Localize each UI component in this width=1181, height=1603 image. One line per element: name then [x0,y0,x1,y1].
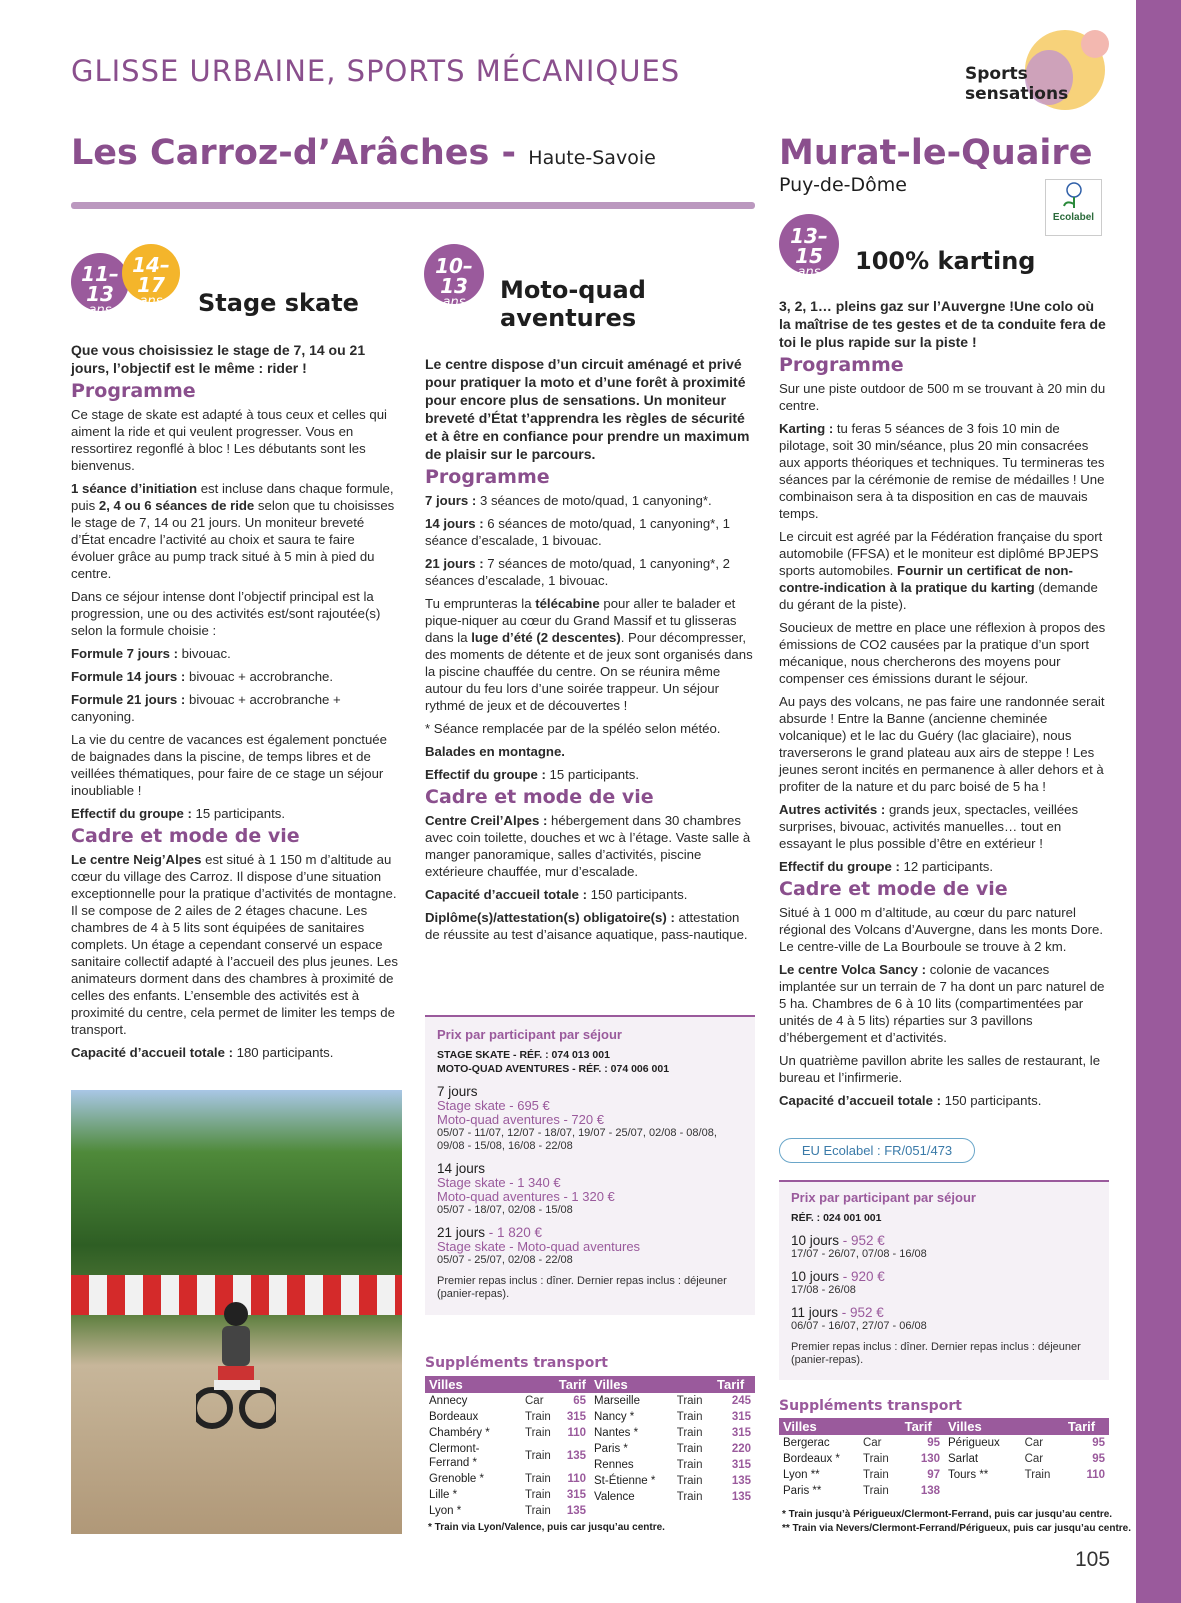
karting-c1: Situé à 1 000 m d’altitude, au cœur du parc naturel régional des Volcans d’Auvergne, dans les monts Dore. Le centre-ville de La Bourboule se trouve à 2 km. [779,905,1104,954]
destination-title-murat: Murat-le-Quaire [779,133,1093,173]
transport-row [425,1393,590,1409]
eu-ecolabel-badge: EU Ecolabel : FR/051/473 [779,1138,975,1163]
karting-c2: Le centre Volca Sancy : colonie de vacances implantée sur un terrain de 7 ha dont un parc naturel de 5 ha. Chambres de 6 à 10 lits (compartimentées par unités de 4 à 5 lits) réparties sur 3 pavillons d’hébergement et d’activités. [779,962,1105,1045]
destination-region-murat: Puy-de-Dôme [779,174,907,196]
karting-p6: Autres activités : grands jeux, spectacles, veillées surprises, bivouac, activités manuelles… tout en essayant le plus possible d’être en extérieur ! [779,802,1079,851]
transport-row [425,1471,590,1487]
rider-illustration [196,1300,276,1430]
badge-circle-pink [1081,30,1109,58]
transport-row [779,1435,944,1451]
transport-city: Paris * [594,1443,628,1455]
price-title: Prix par participant par séjour [437,1027,622,1042]
karting-p1: Sur une piste outdoor de 500 m se trouvant à 20 min du centre. [779,381,1106,413]
th-villes: Villes [779,1418,859,1435]
transport-price: 110 [567,1427,586,1439]
age-badge-11-13: 11–13 ans [71,253,129,311]
transport-mode: Train [862,1469,889,1481]
transport-price: 95 [1092,1453,1105,1465]
karting-cadre-heading: Cadre et mode de vie [779,878,1008,900]
transport-city: Bordeaux * [783,1453,840,1465]
transport-mode: Car [1024,1453,1044,1465]
moto-capacite: Capacité d’accueil totale : 150 participants. [425,887,688,902]
karting-p4: Soucieux de mettre en place une réflexion à propos des émissions de CO2 causées par la pratique d’un sport mécanique, nous chercherons des moyens pour compenser ces émissions durant le séjour. [779,620,1106,686]
flower-icon [1054,180,1094,210]
price-duration: 11 jours - 952 € [791,1305,884,1320]
transport-city: St-Étienne * [594,1475,656,1487]
transport-row [590,1457,755,1473]
dates-7: 05/07 - 11/07, 12/07 - 18/07, 19/07 - 25/07, 02/08 - 08/08, 09/08 - 15/08, 16/08 - 22/08 [437,1127,717,1152]
karting-p5: Au pays des volcans, ne pas faire une randonnée serait absurde ! Entre la Banne (ancienne cheminée volcanique) et le lac du Guéry (lac glaciaire), nous traverserons le grand plateau aux airs de steppe ! Les jeunes seront incités en permanence à aller dehors et à profiter de la nature et du parc boisé de 5 ha ! [779,694,1105,794]
dates-21: 05/07 - 25/07, 02/08 - 22/08 [437,1254,573,1266]
price-box-murat [779,1180,1109,1380]
skate-effectif: Effectif du groupe : 15 participants. [71,806,285,821]
transport-title-left: Suppléments transport [425,1355,608,1371]
price-duration: 10 jours - 952 € [791,1233,885,1248]
karting-p3: Le circuit est agréé par la Fédération française du sport automobile (FFSA) et le moniteur est diplômé BPJEPS sports automobiles. Fournir un certificat de non-contre-indication à la pratique du karting (demande du gérant de la piste). [779,529,1103,612]
transport-city: Marseille [594,1395,641,1407]
skate-cadre-text: Le centre Neig’Alpes est situé à 1 150 m d’altitude au cœur du village des Carroz. Il dispose d’une situation exceptionnelle pour la pratique d’activités de montagne. Il se compose de 2 ailes de 2 étages chacune. Les chambres de 4 à 5 lits sont équipées de sanitaires complets. Un étage a cependant conservé un espace sanitaire collectif adapté à l’accueil des plus jeunes. Les animateurs dorment dans des chambres à proximité de celles des enfants. L’ensemble des activités est à proximité du centre, cela permet de limiter les temps de transport. [71,852,398,1037]
transport-price: 315 [731,1427,751,1439]
skate-capacite: Capacité d’accueil totale : 180 participants. [71,1045,334,1060]
transport-price: 245 [731,1395,751,1407]
price-skate-14: Stage skate - 1 340 € [437,1175,561,1190]
price-ref-skate: STAGE SKATE - RÉF. : 074 013 001 [437,1049,610,1061]
karting-intro: 3, 2, 1… pleins gaz sur l’Auvergne !Une colo où la maîtrise de tes gestes et de ta conduite fera de toi le plus rapide sur la piste ! [779,298,1106,350]
skate-formule-7: Formule 7 jours : bivouac. [71,646,231,661]
transport-mode: Train [676,1491,703,1503]
karting-column [779,297,1109,1115]
karting-p2: Karting : tu feras 5 séances de 3 fois 10 min de pilotage, soit 30 min/séance, plus 20 min consacrées aux apports théoriques et techniques. Tu termineras tes séances par la cérémonie de remise de médailles ! Une combinaison sera à ta disposition en cas de mauvais temps. [779,421,1105,521]
transport-mode: Train [676,1411,703,1423]
skate-p3: Dans ce séjour intense dont l’objectif principal est la progression, une ou des activités est/sont rajoutée(s) selon la formule choisie : [71,589,381,638]
transport-table-right-1 [779,1418,944,1499]
transport-row [425,1409,590,1425]
transport-row [425,1503,590,1519]
price-duration-21: 21 jours - 1 820 € [437,1225,543,1240]
price-ref-moto: MOTO-QUAD AVENTURES - RÉF. : 074 006 001 [437,1063,670,1075]
transport-mode: Train [676,1459,703,1471]
transport-price: 135 [566,1505,586,1517]
transport-table-right-2 [944,1418,1109,1483]
price-note-right: Premier repas inclus : dîner. Dernier repas inclus : déjeuner (panier-repas). [791,1341,1081,1366]
transport-row [590,1489,755,1505]
category-heading: GLISSE URBAINE, SPORTS MÉCANIQUES [71,54,681,88]
transport-price: 135 [731,1491,751,1503]
stay-title-karting: 100% karting [855,247,1036,275]
transport-price: 138 [920,1485,940,1497]
transport-price: 135 [566,1450,586,1462]
price-note: Premier repas inclus : dîner. Dernier repas inclus : déjeuner (panier-repas). [437,1275,727,1300]
karting-capacite: Capacité d’accueil totale : 150 participants. [779,1093,1042,1108]
transport-city: Bergerac [783,1437,830,1449]
transport-price: 130 [920,1453,940,1465]
skate-column [71,341,401,1067]
transport-row [779,1467,944,1483]
price-skate-7: Stage skate - 695 € [437,1098,550,1113]
skate-p2: 1 séance d’initiation est incluse dans chaque formule, puis 2, 4 ou 6 séances de ride selon que tu choisisses le stage de 7, 14 ou 21 jours. Un moniteur breveté d’État encadre l’activité au choix et saura te faire évoluer grâce au pump track situé à 5 min à pied du centre. [71,481,395,581]
sports-sensations-badge [955,30,1135,110]
transport-mode: Train [676,1427,703,1439]
moto-p1: Tu emprunteras la télécabine pour aller te balader et pique-niquer au cœur du Grand Massif et tu glisseras dans la luge d’été (2 descentes). Pour décompresser, des moments de détente et de jeux sont organisés dans la piscine chauffée du centre. On se réunira même autour du feu lors d’une soirée trappeur. Un séjour rythmé de jeux et de découvertes ! [425,596,753,713]
price-duration-7: 7 jours [437,1084,478,1099]
transport-price: 135 [731,1475,751,1487]
price-ref-karting: RÉF. : 024 001 001 [791,1212,882,1224]
price-moto-14: Moto-quad aventures - 1 320 € [437,1189,615,1204]
transport-city: Lyon * [429,1505,462,1517]
motocross-photo [71,1090,402,1534]
price-dates: 06/07 - 16/07, 27/07 - 06/08 [791,1320,927,1332]
karting-effectif: Effectif du groupe : 12 participants. [779,859,993,874]
transport-row [425,1487,590,1503]
th-tarif: Tarif [555,1376,590,1393]
transport-price: 315 [731,1459,751,1471]
transport-mode: Train [525,1450,551,1462]
transport-row [425,1425,590,1441]
transport-row [944,1435,1109,1451]
skate-programme-heading: Programme [71,380,196,402]
transport-price: 97 [927,1469,940,1481]
transport-city: Clermont-Ferrand * [429,1443,480,1469]
skate-cadre-heading: Cadre et mode de vie [71,825,300,847]
transport-city: Lyon ** [783,1469,820,1481]
badge-label: Sports sensations [965,64,1069,104]
price-duration-14: 14 jours [437,1161,486,1176]
eu-ecolabel-logo: Ecolabel [1045,179,1102,236]
transport-city: Valence [594,1491,635,1503]
skate-intro: Que vous choisissiez le stage de 7, 14 ou 21 jours, l’objectif est le même : rider ! [71,342,366,376]
th-tarif: Tarif [713,1376,755,1393]
stay-title-moto: Moto-quad aventures [500,276,646,332]
moto-column [425,355,755,949]
page-number: 105 [1075,1548,1111,1571]
age-badge-14-17: 14–17 ans [122,244,180,302]
transport-mode: Train [862,1485,889,1497]
transport-city: Tours ** [948,1469,989,1481]
transport-mode: Train [525,1505,551,1517]
title-rule [71,202,755,209]
skate-p4: La vie du centre de vacances est également ponctuée de baignades dans la piscine, de temps libres et de veillées thématiques, pour faire de ce stage un séjour inoubliable ! [71,732,387,798]
transport-mode: Train [525,1473,551,1485]
transport-footnote-left: * Train via Lyon/Valence, puis car jusqu’au centre. [428,1522,665,1533]
transport-row [944,1467,1109,1483]
transport-table-left-2 [590,1376,755,1505]
transport-mode: Train [676,1395,703,1407]
transport-footnote-right-1: * Train jusqu’à Périgueux/Clermont-Ferrand, puis car jusqu’au centre. [782,1509,1113,1520]
transport-mode: Train [676,1475,703,1487]
transport-row [590,1473,755,1489]
transport-price: 110 [567,1473,586,1485]
moto-diplomes: Diplôme(s)/attestation(s) obligatoire(s) : attestation de réussite au test d’aisance aquatique, pass-nautique. [425,910,748,942]
transport-city: Grenoble * [429,1473,484,1485]
skate-formule-14: Formule 14 jours : bivouac + accrobranche. [71,669,334,684]
moto-note: * Séance remplacée par de la spéléo selon météo. [425,721,721,736]
transport-city: Nantes * [594,1427,639,1439]
transport-mode: Train [525,1489,551,1501]
price-dates: 17/07 - 26/07, 07/08 - 16/08 [791,1248,927,1260]
transport-price: 315 [731,1411,751,1423]
age-badge-10-13: 10–13 ans [424,244,484,304]
transport-city: Paris ** [783,1485,822,1497]
transport-city: Lille * [429,1489,458,1501]
transport-city: Annecy [429,1395,468,1407]
moto-cadre-text: Centre Creil’Alpes : hébergement dans 30 chambres avec coin toilette, douches et wc à l’étage. Vaste salle à manger panoramique, salles d’activités, piscine extérieure chauffée, mur d’escalade. [425,813,751,879]
transport-city: Sarlat [948,1453,979,1465]
moto-14-jours: 14 jours : 6 séances de moto/quad, 1 canyoning*, 1 séance d’escalade, 1 bivouac. [425,516,730,548]
transport-price: 95 [927,1437,940,1449]
transport-footnote-right-2: ** Train via Nevers/Clermont-Ferrand/Périgueux, puis car jusqu’au centre. [782,1523,1132,1534]
transport-price: 220 [731,1443,751,1455]
transport-city: Chambéry * [429,1427,490,1439]
transport-row [590,1425,755,1441]
th-villes: Villes [425,1376,521,1393]
th-villes: Villes [590,1376,673,1393]
th-tarif: Tarif [901,1418,944,1435]
price-dates: 17/08 - 26/08 [791,1284,856,1296]
transport-row [944,1451,1109,1467]
price-box-carroz [425,1015,755,1315]
transport-mode: Train [1024,1469,1051,1481]
moto-intro: Le centre dispose d’un circuit aménagé et privé pour pratiquer la moto et d’une forêt à proximité pour encore plus de sensations. Un moniteur breveté d’État t’apprendra les règles de sécurité et à être en confiance pour prendre un maximum de plaisir sur le parcours. [425,356,750,462]
transport-price: 65 [573,1395,586,1407]
price-both-21: Stage skate - Moto-quad aventures [437,1239,641,1254]
transport-city: Bordeaux [429,1411,479,1423]
transport-table-left-1 [425,1376,590,1519]
transport-title-right: Suppléments transport [779,1398,962,1414]
transport-price: 315 [566,1489,586,1501]
stay-title-skate: Stage skate [198,289,359,317]
dates-14: 05/07 - 18/07, 02/08 - 15/08 [437,1204,573,1216]
transport-mode: Train [676,1443,703,1455]
moto-programme-heading: Programme [425,466,550,488]
transport-mode: Car [525,1395,544,1407]
karting-c3: Un quatrième pavillon abrite les salles de restaurant, le bureau et l’infirmerie. [779,1053,1101,1085]
transport-price: 315 [566,1411,586,1423]
transport-city: Périgueux [948,1437,1000,1449]
age-badge-13-15: 13–15 ans [779,214,839,274]
moto-7-jours: 7 jours : 3 séances de moto/quad, 1 canyoning*. [425,493,712,508]
transport-row [779,1483,944,1499]
price-duration: 10 jours - 920 € [791,1269,885,1284]
transport-row [590,1409,755,1425]
moto-cadre-heading: Cadre et mode de vie [425,786,654,808]
transport-mode: Train [525,1427,551,1439]
moto-21-jours: 21 jours : 7 séances de moto/quad, 1 canyoning*, 2 séances d’escalade, 1 bivouac. [425,556,730,588]
transport-row [590,1393,755,1409]
transport-price: 95 [1092,1437,1105,1449]
transport-mode: Car [862,1437,882,1449]
transport-city: Rennes [594,1459,634,1471]
karting-programme-heading: Programme [779,354,904,376]
th-tarif: Tarif [1064,1418,1109,1435]
transport-row [779,1451,944,1467]
transport-row [590,1441,755,1457]
destination-name: Les Carroz-d’Arâches - [71,133,517,173]
price-moto-7: Moto-quad aventures - 720 € [437,1112,604,1127]
th-villes: Villes [944,1418,1021,1435]
price-title-right: Prix par participant par séjour [791,1190,976,1205]
skate-formule-21: Formule 21 jours : bivouac + accrobranche + canyoning. [71,692,341,724]
transport-mode: Train [525,1411,551,1423]
destination-region: Haute-Savoie [528,147,656,169]
side-band [1136,0,1181,1603]
moto-balades: Balades en montagne. [425,744,565,759]
transport-city: Nancy * [594,1411,635,1423]
transport-mode: Car [1024,1437,1044,1449]
transport-row [425,1441,590,1471]
skate-p1: Ce stage de skate est adapté à tous ceux et celles qui aiment la ride et qui veulent progresser. Vous en ressortirez regonflé à bloc ! Les débutants sont les bienvenus. [71,407,387,473]
transport-price: 110 [1086,1469,1105,1481]
destination-title-carroz [71,133,656,173]
transport-mode: Train [862,1453,889,1465]
moto-effectif: Effectif du groupe : 15 participants. [425,767,639,782]
